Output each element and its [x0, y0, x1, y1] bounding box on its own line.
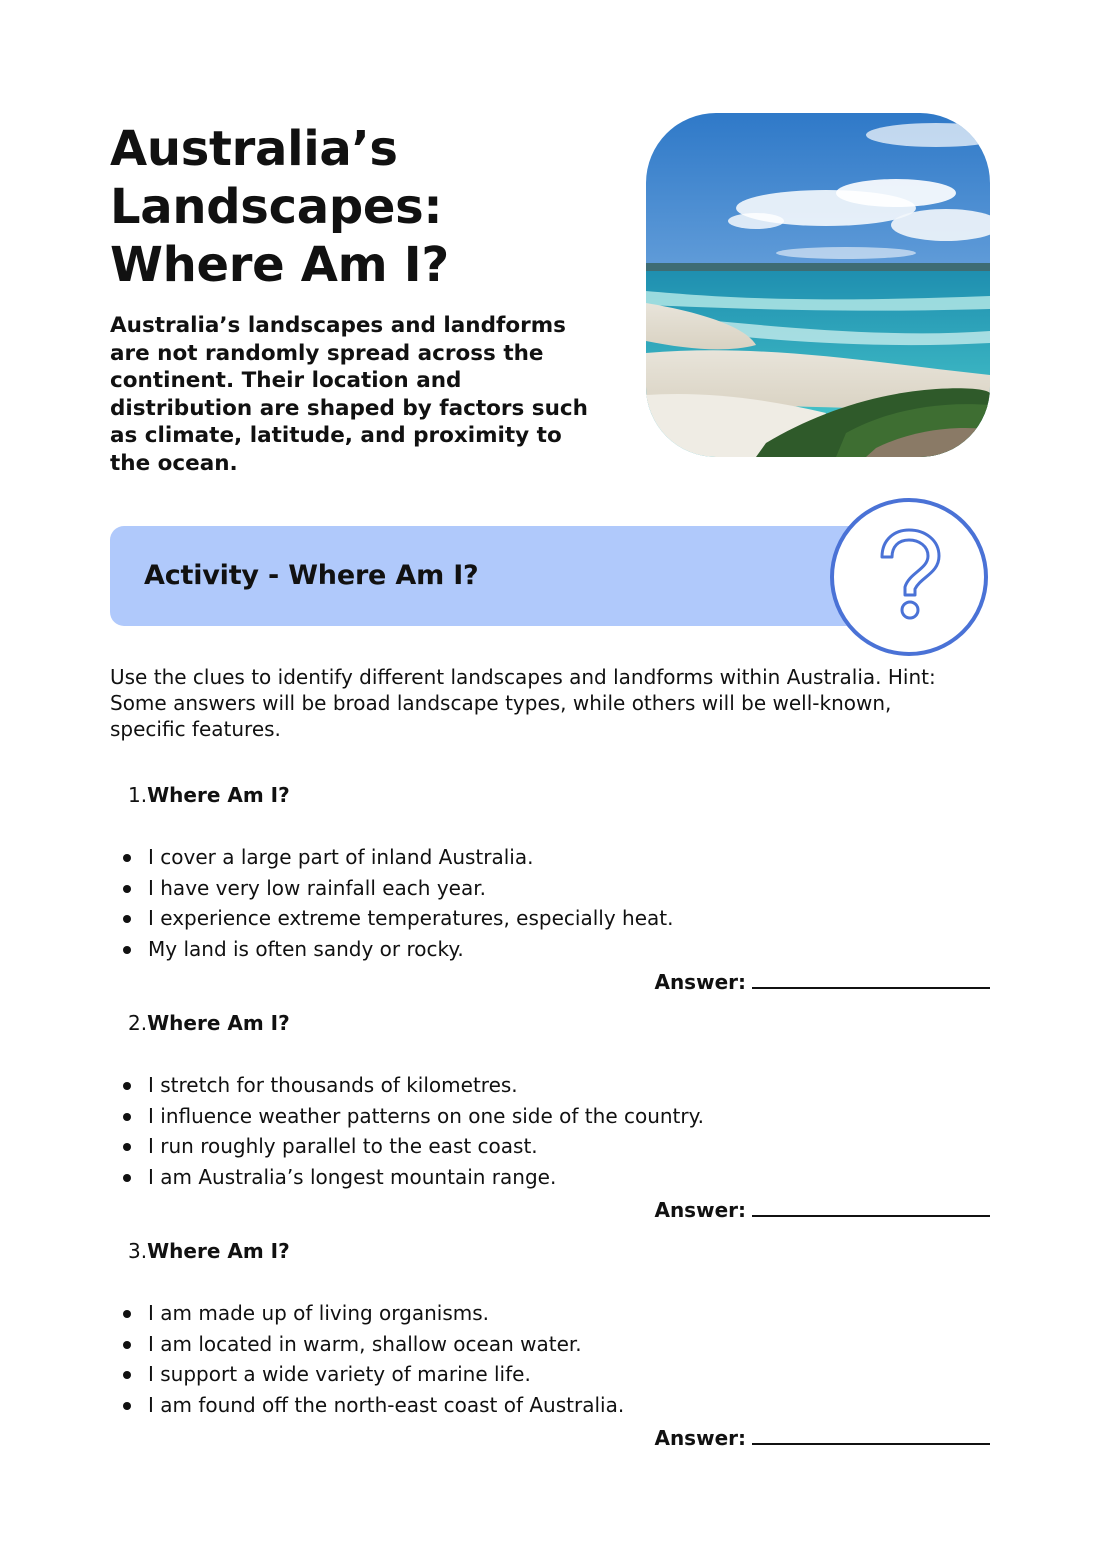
question-heading — [128, 1236, 290, 1266]
page-title: Australia’s Landscapes: Where Am I? — [110, 121, 449, 293]
bullet-icon — [123, 1143, 131, 1151]
question-3 — [0, 1236, 1100, 1456]
answer-field — [654, 1421, 990, 1453]
clue-item: I run roughly parallel to the east coast. — [0, 1131, 704, 1162]
answer-blank[interactable] — [752, 965, 990, 989]
question-1 — [0, 780, 1100, 1000]
clue-item: I support a wide variety of marine life. — [0, 1359, 624, 1390]
bullet-icon — [123, 915, 131, 923]
clue-item: I cover a large part of inland Australia. — [0, 842, 673, 873]
clue-list — [0, 842, 673, 964]
clue-list — [0, 1070, 704, 1192]
bullet-icon — [123, 1113, 131, 1121]
clue-item: I am found off the north-east coast of Australia. — [0, 1390, 624, 1421]
clue-item: I influence weather patterns on one side of the country. — [0, 1101, 704, 1132]
clue-item: I have very low rainfall each year. — [0, 873, 673, 904]
bullet-icon — [123, 854, 131, 862]
question-label: Where Am I? — [147, 783, 290, 807]
activity-title: Activity - Where Am I? — [144, 560, 479, 591]
intro-paragraph: Australia’s landscapes and landforms are not randomly spread across the continent. Their location and distribution are shaped by factors such as climate, latitude, and proximity to the ocean. — [110, 313, 588, 476]
clue-item: I am made up of living organisms. — [0, 1298, 624, 1329]
bullet-icon — [123, 1310, 131, 1318]
clue-item: I am located in warm, shallow ocean water. — [0, 1329, 624, 1360]
bullet-icon — [123, 1371, 131, 1379]
question-number: 1. — [128, 783, 148, 807]
clue-item: I stretch for thousands of kilometres. — [0, 1070, 704, 1101]
answer-field — [654, 1193, 990, 1225]
question-heading — [128, 780, 290, 810]
instructions: Use the clues to identify different landscapes and landforms within Australia. Hint: Some answers will be broad landscape types, while others will be well-known, specific features. — [110, 665, 936, 741]
bullet-icon — [123, 946, 131, 954]
answer-blank[interactable] — [752, 1421, 990, 1445]
question-2 — [0, 1008, 1100, 1228]
answer-field — [654, 965, 990, 997]
clue-item: I am Australia’s longest mountain range. — [0, 1162, 704, 1193]
question-label: Where Am I? — [147, 1239, 290, 1263]
clue-item: My land is often sandy or rocky. — [0, 934, 673, 965]
question-heading — [128, 1008, 290, 1038]
bullet-icon — [123, 1402, 131, 1410]
clue-list — [0, 1298, 624, 1420]
answer-label: Answer: — [654, 1198, 746, 1222]
answer-blank[interactable] — [752, 1193, 990, 1217]
bullet-icon — [123, 885, 131, 893]
question-mark-icon — [829, 497, 989, 657]
question-label: Where Am I? — [147, 1011, 290, 1035]
answer-label: Answer: — [654, 970, 746, 994]
bullet-icon — [123, 1082, 131, 1090]
beach-photo — [646, 113, 990, 457]
clue-item: I experience extreme temperatures, especially heat. — [0, 903, 673, 934]
question-number: 2. — [128, 1011, 148, 1035]
bullet-icon — [123, 1341, 131, 1349]
activity-banner — [110, 526, 910, 626]
bullet-icon — [123, 1174, 131, 1182]
answer-label: Answer: — [654, 1426, 746, 1450]
question-number: 3. — [128, 1239, 148, 1263]
